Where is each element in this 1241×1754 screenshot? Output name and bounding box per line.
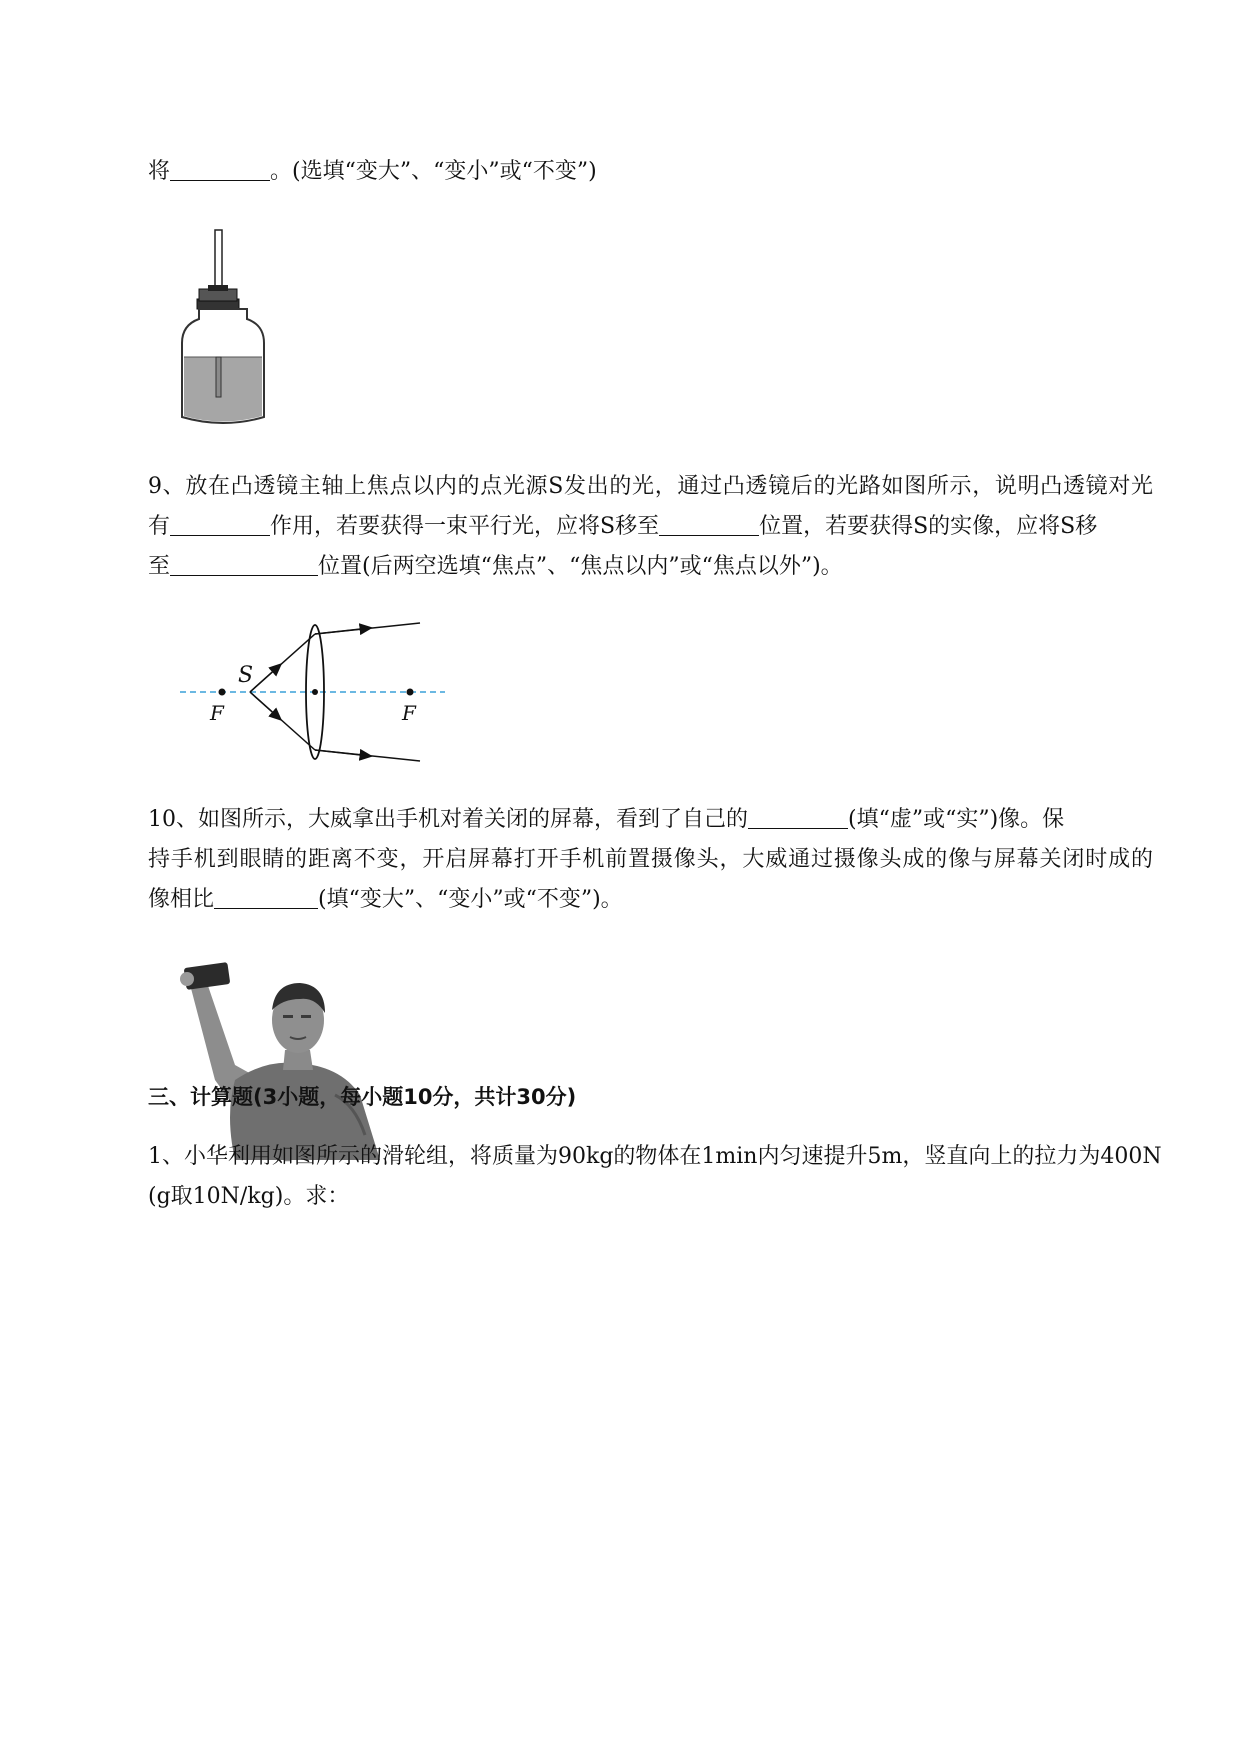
q9-text-2b: 作用，若要获得一束平行光，应将S移至 <box>270 514 660 539</box>
q10-blank-1[interactable] <box>748 806 848 829</box>
q9-blank-1[interactable] <box>170 513 270 536</box>
q8-blank[interactable] <box>170 158 270 181</box>
calc1-line-2 <box>148 1182 1153 1212</box>
q9-line-3 <box>148 552 1153 582</box>
q9-text-3b: 位置(后两空选填“焦点”、“焦点以内”或“焦点以外”)。 <box>318 554 843 579</box>
q10-blank-2[interactable] <box>214 886 318 909</box>
q10-text-3a: 像相比 <box>148 887 215 912</box>
section3-heading <box>148 1082 1153 1112</box>
q10-text-1b: (填“虚”或“实”)像。保 <box>848 807 1065 832</box>
q10-text-1a: 10、如图所示，大威拿出手机对着关闭的屏幕，看到了自己的 <box>148 807 748 832</box>
q8-suffix: 。(选填“变大”、“变小”或“不变”) <box>270 159 597 184</box>
q8-prefix: 将 <box>148 159 171 184</box>
calc1-line-1 <box>148 1142 1162 1172</box>
q10-text-2: 持手机到眼睛的距离不变，开启屏幕打开手机前置摄像头，大威通过摄像头成的像与屏幕关闭时成的 <box>148 847 1153 872</box>
q9-text-2a: 有 <box>148 514 171 539</box>
calc1-text-1: 1、小华利用如图所示的滑轮组，将质量为90kg的物体在1min内匀速提升5m，竖直向上的拉力为400N <box>148 1144 1162 1169</box>
q9-text-2c: 位置，若要获得S的实像，应将S移 <box>759 514 1098 539</box>
q9-text-3a: 至 <box>148 554 171 579</box>
q10-line-2 <box>148 845 1153 875</box>
bottle-figure <box>178 225 268 425</box>
q10-line-1 <box>148 805 1153 835</box>
q8-answer-line <box>148 157 1153 187</box>
q9-blank-2[interactable] <box>659 513 759 536</box>
q9-line-2 <box>148 512 1153 542</box>
label-f-right: F <box>402 701 416 725</box>
section3-heading-text: 三、计算题(3小题，每小题10分，共计30分) <box>148 1085 577 1109</box>
lens-diagram <box>170 620 460 770</box>
label-s: S <box>238 663 254 688</box>
selfie-photo <box>175 955 390 1165</box>
label-f-left: F <box>210 701 224 725</box>
q9-text-1: 9、放在凸透镜主轴上焦点以内的点光源S发出的光，通过凸透镜后的光路如图所示，说明凸透镜对光 <box>148 474 1153 499</box>
q9-line-1 <box>148 472 1153 502</box>
q9-blank-3[interactable] <box>170 553 318 576</box>
calc1-text-2: (g取10N/kg)。求： <box>148 1184 350 1209</box>
q10-text-3b: (填“变大”、“变小”或“不变”)。 <box>318 887 623 912</box>
q10-line-3 <box>148 885 1153 915</box>
